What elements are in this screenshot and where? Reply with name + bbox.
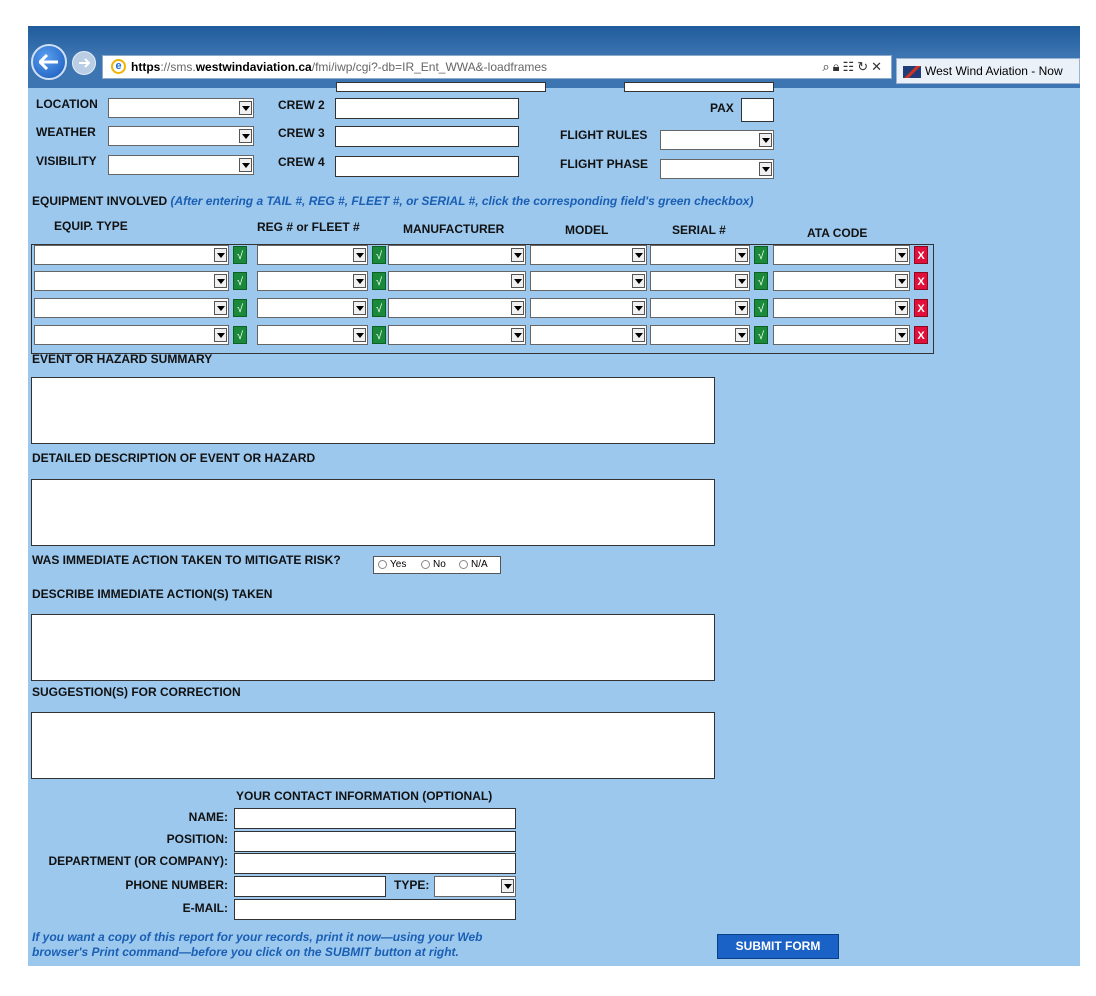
equip-type-confirm-checkbox[interactable]: √: [233, 299, 247, 317]
visibility-select[interactable]: [108, 155, 254, 175]
serial-select[interactable]: [650, 271, 750, 291]
chevron-down-icon: [632, 301, 645, 315]
chevron-down-icon: [895, 248, 908, 262]
url-subdomain: sms.: [170, 60, 196, 74]
pax-input[interactable]: [741, 98, 774, 122]
close-icon[interactable]: ✕: [871, 59, 885, 74]
reg-fleet-select[interactable]: [257, 271, 368, 291]
address-bar[interactable]: [102, 55, 892, 79]
url-text: [131, 60, 547, 74]
search-icon[interactable]: ⌕: [822, 59, 833, 74]
chevron-down-icon: [353, 248, 366, 262]
chevron-down-icon: [353, 274, 366, 288]
summary-label: EVENT OR HAZARD SUMMARY: [32, 352, 213, 366]
chevron-down-icon: [511, 301, 524, 315]
chevron-down-icon: [735, 328, 748, 342]
url-scheme: https: [131, 60, 161, 74]
chevron-down-icon: [239, 129, 252, 143]
forward-button[interactable]: [72, 51, 96, 75]
serial-confirm-checkbox[interactable]: √: [754, 299, 768, 317]
name-label: NAME:: [188, 810, 228, 824]
email-input[interactable]: [234, 899, 516, 920]
chevron-down-icon: [735, 274, 748, 288]
reg-fleet-confirm-checkbox[interactable]: √: [372, 299, 386, 317]
chevron-down-icon: [895, 301, 908, 315]
chevron-down-icon: [353, 301, 366, 315]
flight-rules-label: FLIGHT RULES: [560, 128, 648, 142]
col-manufacturer: MANUFACTURER: [403, 222, 505, 236]
chevron-down-icon: [895, 274, 908, 288]
chevron-down-icon: [759, 162, 772, 176]
submit-button[interactable]: SUBMIT FORM: [717, 934, 839, 959]
reg-fleet-confirm-checkbox[interactable]: √: [372, 246, 386, 264]
print-note-line-2: browser's Print command—before you click on the SUBMIT button at right.: [32, 945, 459, 959]
model-select[interactable]: [530, 298, 647, 318]
actions-textarea[interactable]: [31, 614, 715, 681]
description-label: DETAILED DESCRIPTION OF EVENT OR HAZARD: [32, 451, 316, 465]
browser-toolbar: [28, 26, 1080, 88]
ata-code-select[interactable]: [773, 298, 910, 318]
manufacturer-select[interactable]: [388, 271, 526, 291]
manufacturer-select[interactable]: [388, 325, 526, 345]
url-host: westwindaviation.ca: [195, 60, 312, 74]
radio-no-label: No: [433, 559, 446, 570]
flight-rules-select[interactable]: [660, 130, 774, 150]
ata-code-select[interactable]: [773, 271, 910, 291]
crew-2-label: CREW 2: [278, 98, 325, 112]
col-serial: SERIAL #: [672, 223, 726, 237]
phone-type-label: TYPE:: [394, 878, 430, 892]
reg-fleet-confirm-checkbox[interactable]: √: [372, 272, 386, 290]
equipment-note: (After entering a TAIL #, REG #, FLEET #, or SERIAL #, click the corresponding field's green checkbox): [170, 194, 754, 208]
reg-fleet-confirm-checkbox[interactable]: √: [372, 326, 386, 344]
serial-confirm-checkbox[interactable]: √: [754, 326, 768, 344]
chevron-down-icon: [214, 274, 227, 288]
chevron-down-icon: [511, 328, 524, 342]
actions-label: DESCRIBE IMMEDIATE ACTION(S) TAKEN: [32, 587, 273, 601]
phone-label: PHONE NUMBER:: [125, 878, 228, 892]
chevron-down-icon: [759, 133, 772, 147]
title-bar: [28, 26, 1080, 56]
reg-fleet-select[interactable]: [257, 245, 368, 265]
delete-row-button[interactable]: X: [914, 272, 928, 290]
delete-row-button[interactable]: X: [914, 326, 928, 344]
position-input[interactable]: [234, 831, 516, 852]
browser-tab[interactable]: [896, 58, 1080, 84]
crew-2-input[interactable]: [335, 98, 519, 119]
serial-confirm-checkbox[interactable]: √: [754, 272, 768, 290]
col-ata-code: ATA CODE: [807, 226, 868, 240]
back-button[interactable]: [31, 44, 67, 80]
col-equip-type: EQUIP. TYPE: [54, 219, 128, 233]
crew-4-label: CREW 4: [278, 155, 325, 169]
chevron-down-icon: [895, 328, 908, 342]
tab-title: West Wind Aviation - Now: [925, 64, 1063, 78]
chevron-down-icon: [214, 248, 227, 262]
delete-row-button[interactable]: X: [914, 246, 928, 264]
equipment-title: EQUIPMENT INVOLVED: [32, 194, 168, 208]
location-select[interactable]: [108, 98, 254, 118]
pax-label: PAX: [710, 101, 734, 115]
weather-label: WEATHER: [36, 125, 96, 139]
radio-yes-label: Yes: [390, 559, 407, 570]
equip-type-select[interactable]: [34, 298, 229, 318]
crew-3-input[interactable]: [335, 126, 519, 147]
lock-icon[interactable]: 🔒︎: [832, 59, 843, 74]
department-label: DEPARTMENT (OR COMPANY):: [48, 854, 228, 868]
model-select[interactable]: [530, 271, 647, 291]
ata-code-select[interactable]: [773, 245, 910, 265]
refresh-icon[interactable]: ↻: [857, 59, 872, 74]
equip-type-select[interactable]: [34, 271, 229, 291]
chevron-down-icon: [239, 158, 252, 172]
immediate-action-question: WAS IMMEDIATE ACTION TAKEN TO MITIGATE RISK?: [32, 553, 341, 567]
manufacturer-select[interactable]: [388, 298, 526, 318]
col-reg-fleet: REG # or FLEET #: [257, 220, 360, 234]
forward-arrow-icon: [78, 58, 90, 68]
radio-yes[interactable]: [378, 560, 387, 569]
summary-textarea[interactable]: [31, 377, 715, 444]
suggestions-label: SUGGESTION(S) FOR CORRECTION: [32, 685, 241, 699]
radio-na-label: N/A: [471, 559, 488, 570]
crew-1-field[interactable]: [336, 82, 546, 92]
equip-type-select[interactable]: [34, 325, 229, 345]
flight-phase-label: FLIGHT PHASE: [560, 157, 649, 171]
equipment-heading: [32, 194, 753, 208]
serial-confirm-checkbox[interactable]: √: [754, 246, 768, 264]
serial-select[interactable]: [650, 298, 750, 318]
flight-phase-select[interactable]: [660, 159, 774, 179]
email-label: E-MAIL:: [182, 901, 228, 915]
equip-type-confirm-checkbox[interactable]: √: [233, 246, 247, 264]
ata-code-select[interactable]: [773, 325, 910, 345]
browser-window: [28, 26, 1080, 966]
favicon-icon: [903, 66, 921, 78]
chevron-down-icon: [735, 301, 748, 315]
chevron-down-icon: [501, 879, 514, 893]
chevron-down-icon: [632, 248, 645, 262]
phone-input[interactable]: [234, 876, 386, 897]
suggestions-textarea[interactable]: [31, 712, 715, 779]
immediate-action-radios: [373, 556, 501, 574]
radio-no[interactable]: [421, 560, 430, 569]
chevron-down-icon: [214, 328, 227, 342]
visibility-label: VISIBILITY: [36, 154, 97, 168]
address-tools: [822, 59, 885, 75]
print-note-line-1: If you want a copy of this report for your records, print it now—using your Web: [32, 930, 483, 944]
chevron-down-icon: [632, 274, 645, 288]
location-label: LOCATION: [36, 97, 98, 111]
ie-logo-icon: e: [111, 59, 126, 74]
serial-select[interactable]: [650, 245, 750, 265]
compat-icon[interactable]: ☷: [842, 59, 858, 74]
col-model: MODEL: [565, 223, 609, 237]
reg-fleet-select[interactable]: [257, 298, 368, 318]
radio-na[interactable]: [459, 560, 468, 569]
name-input[interactable]: [234, 808, 516, 829]
equip-type-select[interactable]: [34, 245, 229, 265]
chevron-down-icon: [511, 248, 524, 262]
manufacturer-select[interactable]: [388, 245, 526, 265]
chevron-down-icon: [239, 101, 252, 115]
url-separator: ://: [160, 60, 171, 74]
chevron-down-icon: [735, 248, 748, 262]
position-label: POSITION:: [166, 832, 228, 846]
chevron-down-icon: [511, 274, 524, 288]
crew-3-label: CREW 3: [278, 126, 325, 140]
contact-heading: YOUR CONTACT INFORMATION (OPTIONAL): [236, 789, 493, 803]
reg-fleet-select[interactable]: [257, 325, 368, 345]
delete-row-button[interactable]: X: [914, 299, 928, 317]
serial-select[interactable]: [650, 325, 750, 345]
url-path: /fmi/iwp/cgi?-db=IR_Ent_WWA&-loadframes: [311, 60, 548, 74]
department-input[interactable]: [234, 853, 516, 874]
crew-4-input[interactable]: [335, 156, 519, 177]
chevron-down-icon: [632, 328, 645, 342]
equip-type-confirm-checkbox[interactable]: √: [233, 326, 247, 344]
top-right-field[interactable]: [624, 82, 774, 92]
chevron-down-icon: [214, 301, 227, 315]
equip-type-confirm-checkbox[interactable]: √: [233, 272, 247, 290]
description-textarea[interactable]: [31, 479, 715, 546]
model-select[interactable]: [530, 245, 647, 265]
model-select[interactable]: [530, 325, 647, 345]
weather-select[interactable]: [108, 126, 254, 146]
phone-type-select[interactable]: [434, 876, 516, 897]
chevron-down-icon: [353, 328, 366, 342]
back-arrow-icon: [39, 54, 59, 70]
